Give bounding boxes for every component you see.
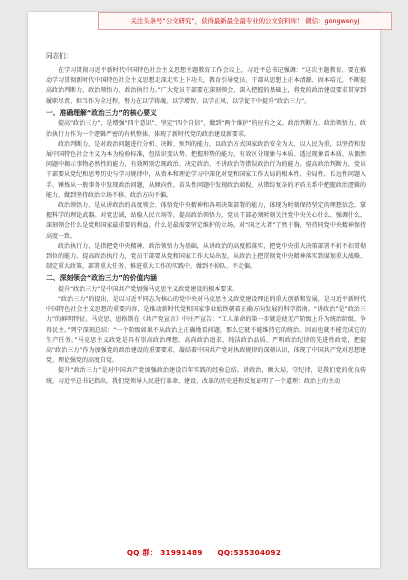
paragraph-theory: “政治三力”的提出，是以习近平同志为核心的党中央对马克思主义政党建设理论的重大创新和发展，是习近平新时代中国特色社会主义思想的重要内容，是推动新时代党和国家事业始终朝着正确方向发展的科学指南。“讲政治”是“政治三力”的鲜明特征。马克思、恩格斯在《共产党宣言》中庄严宣告：“工人革命的第一步就是使无产阶级上升为统治阶级，争得民主。”列宁深刻总结：“一个阶级如果不从政治上正确地看问题，那么它就不能维持它的统治，因而也就不能完成它的生产任务。”马克思主义政党是具有崇高政治理想、高尚政治追求、纯洁政治品质、严明政治纪律的先进性政党，把提高“政治三力”作为加强党的政治建设的重要要求，凝结着中国共产党对执政规律的深刻认识，体现了中国共产党对思想建党、理论强党的高度自觉。 (46, 296, 366, 365)
paragraph-comprehension: 政治领悟力，是从讲政治的高度领会、体悟党中央精神和各项决策部署的能力，体现为时刻保持坚定的理想信念，掌握科学的理论武器。对党忠诚，站稳人民立场等。提高政治领悟力，党员干部必须时刻关注党中央关心什么、强调什么，深刻领会什么是党和国家最重要的利益，什么是最需要坚定维护的立场，对“国之大者”了然于胸，坚持同党中央精神保持高度一致。 (46, 201, 366, 240)
promo-banner[interactable]: 关注头条号“公文研究”，获得最新最全最专业的公文资料库！ 微信：gongwenyj (98, 12, 392, 30)
paragraph-overview: 提高“政治三力”，是增强“四个意识”、坚定“四个自信”，做到“两个维护”的应有之义。政治判断力、政治领悟力、政治执行力作为一个逻辑严密的有机整体，体现了新时代党的政治建设新要求。 (46, 120, 366, 138)
qq-number-text: QQ:535304092 (217, 548, 282, 557)
contact-footer (28, 548, 380, 558)
document-body (46, 50, 366, 387)
qq-group-text: QQ 群： 31991489 (126, 548, 203, 557)
section-heading-two: 二、深刻领会“政治三力”的价值内涵 (46, 274, 157, 283)
section-heading-one: 一、准确理解“政治三力”的核心要义 (46, 108, 157, 117)
greeting: 同志们： (46, 52, 73, 60)
document-page (28, 12, 380, 568)
paragraph-intro: 在学习贯彻习近平新时代中国特色社会主义思想主题教育工作会议上，习近平总书记强调：“这次主题教育，要在推动学习贯彻新时代中国特色社会主义思想走深走实上下功夫，教育引导党员、干部从思想上正本清源、固本培元，不断提高政治判断力、政治领悟力、政治执行力。”广大党员干部要在深刻领会、深入把握的基础上，将党的政治建设要求贯穿到履职尽责、担当作为全过程，努力在以学铸魂、以学增智、以学正风、以学促干中提升“政治三力”。 (46, 67, 366, 105)
paragraph-judgment: 政治判断力，是对政治问题进行分析、决断、预判的能力，以政治方式国家政治安全为大、以人民为重，以坚持和发展中国特色社会主义为本为检验标准，包括识变认势、把握形势的能力，有效区分现象与本质、透过现象看本质、从偶然问题中揭示事物必然性的能力，有效辨别忠现政治、决定政治、不讲政治等错误政治行为的能力。提高政治判断力，党员干部要从党纪和思考历史与学习规律中，从资本和理论学习中深化对党和国家工作大局的根本性、全局性、长远性问题入手，锤炼从一般事务中发现政治问题，从倾向性、苗头性问题中发现政治端倪，从错综复杂的矛盾关系中把握政治逻辑的能力，做到坚持政治立场不移、政治方向不偏。 (46, 140, 366, 199)
paragraph-history: 提升“政治三力”是对中国共产党加强政治建设百年实践的经验总结。讲政治，顾大局，守纪律，是我们党的优良传统。习近平总书记指出，我们党领导人民进行革命、建设、改革的历史进程反复证明了一个道理：政治上的主动 (46, 367, 366, 385)
paragraph-execution: 政治执行力，是指把党中央精神、政治领悟力为基础，从讲政治的高度抓落实，把党中央重大决策部署不折不扣贯彻到位的能力。提高政治执行力，党员干部要从党和国家工作大局出发，从政治上把贯彻党中央精神落实到谋划重大战略、制定重大政策、部署重大任务、推进重大工作的实践中，做到不掉队、不走偏。 (46, 242, 366, 271)
paragraph-requirement: 提升“政治三力”是中国共产党加强马克思主义政党建设的根本要求。 (58, 285, 239, 293)
